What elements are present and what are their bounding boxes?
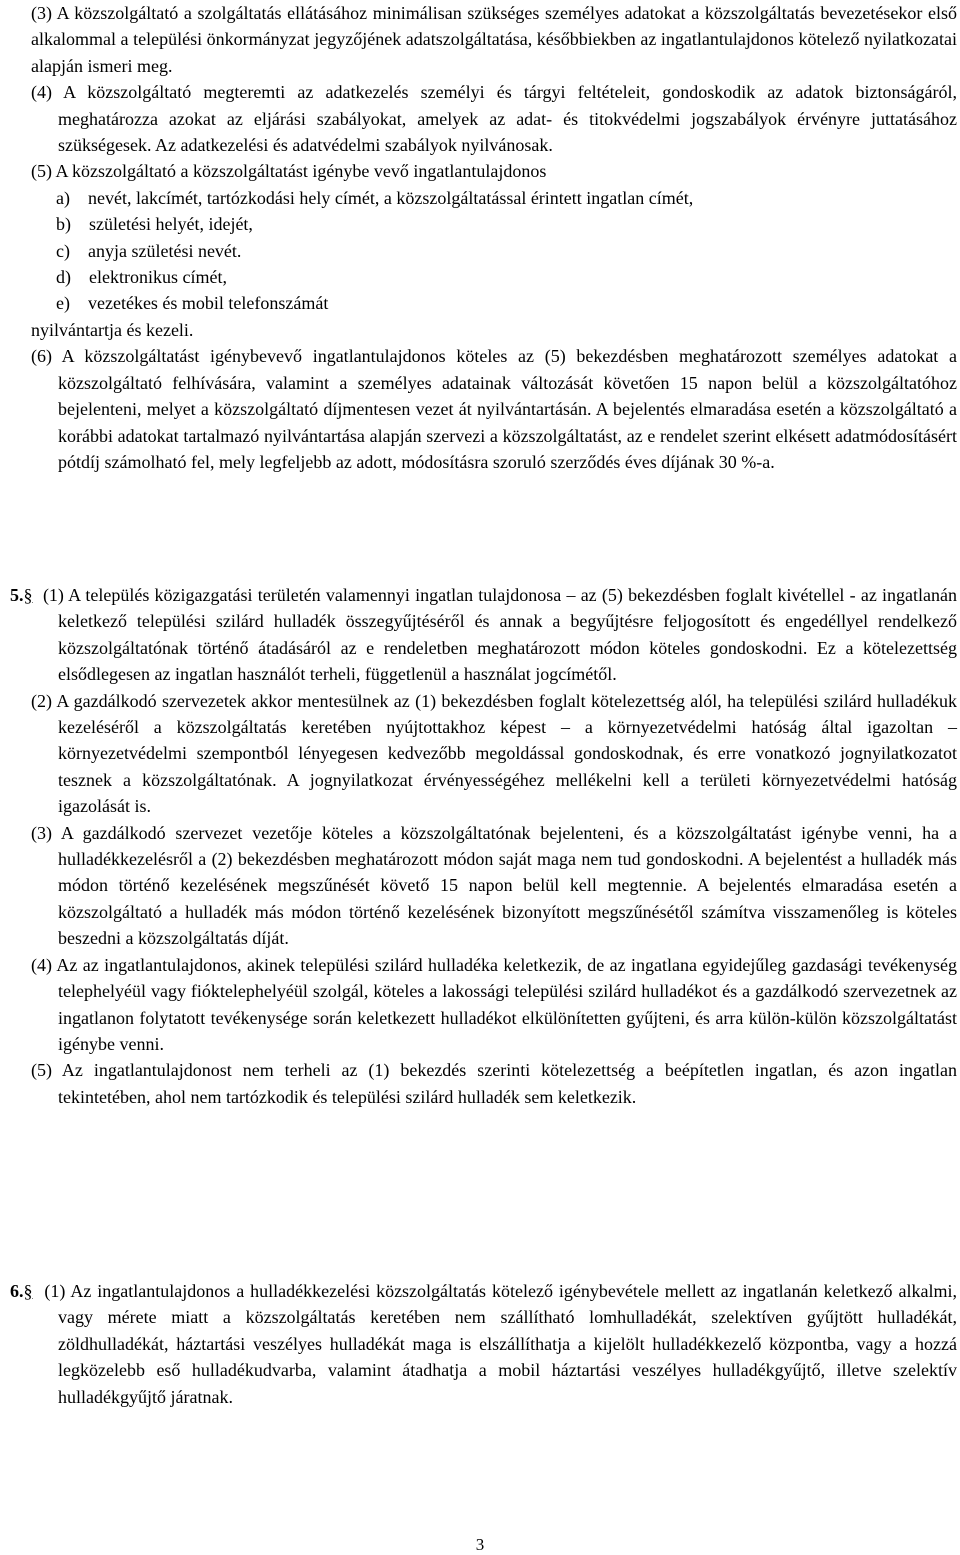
- section-5: [10, 582, 957, 1110]
- section-6-sign: §: [23, 1281, 33, 1301]
- section-5-p1-text: (1) A település közigazgatási területén valamennyi ingatlan tulajdonosa – az (5) bekezdésben foglalt kivétellel - az ingatlanán keletkező települési szilárd hulladék összegyűjtéséről és annak a begyűjtésre feljogosított és engedéllyel rendelkező közszolgáltatónak történő átadásáról az e rendeletben meghatározott módon köteles gondoskodni. Ez a kötelezettség elsődlegesen az ingatlan használót terheli, függetlenül a használat jogcímétől.: [42, 585, 958, 685]
- paragraph-5-list: [31, 185, 957, 317]
- section-5-number: 5.: [10, 585, 24, 605]
- section-5-sign: §: [23, 585, 33, 605]
- section-5-paragraph-4: (4) Az az ingatlantulajdonos, akinek települési szilárd hulladéka keletkezik, de az ingatlana egyidejűleg gazdasági tevékenység telephelyéül vagy fióktelephelyéül szolgál, köteles a lakossági települési szilárd hulladékot és a gazdálkodó szervezetnek az ingatlanon folytatott tevékenysége során keletkezett hulladékot elkülönítetten gyűjteni, és arra külön-külön közszolgáltatást igénybe venni.: [31, 954, 957, 1054]
- page-number: 3: [475, 1535, 485, 1554]
- paragraph-5: (5) A közszolgáltató a közszolgáltatást igénybe vevő ingatlantulajdonos: [31, 161, 547, 182]
- paragraph-3: (3) A közszolgáltató a szolgáltatás ellátásához minimálisan szükséges személyes adatokat a közszolgáltatás bevezetésekor első alkalommal a települési önkormányzat jegyzőjének adatszolgáltatása, későbbiekben az ingatlantulajdonos kötelező nyilatkozatai alapján ismeri meg.: [31, 3, 957, 76]
- section-6-p1-text: (1) Az ingatlantulajdonos a hulladékkezelési közszolgáltatás kötelező igénybevétele mellett az ingatlanán keletkező alkalmi, vagy mérete miatt a közszolgáltatás keretében nem szállítható lomhulladékát, szelektíven gyűjtött hulladékát, zöldhulladékát, háztartási veszélyes hulladékát maga is elszállíthatja a kijelölt hulladékkezelő központba, vagy a hozzá legközelebb eső hulladékudvarba, valamint átadhatja a mobil háztartási veszélyes hulladékgyűjtő, illetve szelektív hulladékgyűjtő járatnak.: [44, 1281, 957, 1407]
- section-6-number: 6.: [10, 1281, 24, 1301]
- paragraph-6: (6) A közszolgáltatást igénybevevő ingatlantulajdonos köteles az (5) bekezdésben meghatározott személyes adatokat a közszolgáltató felhívására, valamint a személyes adatainak változását követően 15 napon belül a közszolgáltatóhoz bejelenteni, melyet a közszolgáltató díjmentesen vezet át nyilvántartásán. A bejelentés elmaradása esetén a közszolgáltató a korábbi adatokat tartalmazó nyilvántartása alapján szervezi a közszolgáltatást, az e rendelet szerint elkésett adatmódosításért pótdíj számolható fel, mely legfeljebb az adott, módosításra szoruló szerződés éves díjának 30 %-a.: [31, 346, 957, 472]
- paragraph-4: (4) A közszolgáltató megteremti az adatkezelés személyi és tárgyi feltételeit, gondoskodik az adatok biztonságáról, meghatározza azokat az eljárási szabályokat, amelyek az adat- és titokvédelmi jogszabályok érvényre juttatásához szükségesek. Az adatkezelési és adatvédelmi szabályok nyilvánosak.: [31, 82, 957, 156]
- section-5-paragraph-2: (2) A gazdálkodó szervezetek akkor mentesülnek az (1) bekezdésben foglalt kötelezettség alól, ha települési szilárd hulladékuk kezeléséről a közszolgáltatás keretében nyújtottakhoz képest – a környezetvédelmi hatóság által igazoltan – környezetvédelmi szempontból lényegesen kedvezőbb megoldással gondoskodnak, és erre vonatkozó jognyilatkozatot tesznek a közszolgáltatónak. A jognyilatkozat érvényességéhez mellékelni kell a területi környezetvédelmi hatóság igazolását is.: [31, 690, 957, 817]
- section-5-paragraph-5: (5) Az ingatlantulajdonost nem terheli az (1) bekezdés szerinti kötelezettség a beépítetlen ingatlan, és azon ingatlan tekintetében, ahol nem tartózkodik és települési szilárd hulladék sem keletkezik.: [31, 1060, 957, 1107]
- section-4-continuation: [31, 0, 957, 475]
- paragraph-5-tail: nyilvántartja és kezeli.: [31, 319, 194, 340]
- list-item-e: e) vezetékes és mobil telefonszámát: [56, 293, 329, 314]
- list-item-a: a) nevét, lakcímét, tartózkodási hely címét, a közszolgáltatással érintett ingatlan címét,: [56, 187, 694, 208]
- list-item-c: c) anyja születési nevét.: [56, 240, 242, 261]
- section-5-paragraph-3: (3) A gazdálkodó szervezet vezetője köteles a közszolgáltatónak bejelenteni, és a közszolgáltatást igénybe venni, ha a hulladékkezelésről a (2) bekezdésben meghatározott módon saját maga nem tud gondoskodni. A bejelentést a hulladék más módon történő kezelésének megszűnését követő 15 napon belül kell megtennie. A bejelentés elmaradása esetén a közszolgáltató a hulladék más módon történő kezelésének bizonyított megszűnésétől számítva visszamenőleg is köteles beszedni a közszolgáltatás díját.: [31, 822, 957, 949]
- list-item-b: b) születési helyét, idejét,: [56, 214, 253, 235]
- list-item-d: d) elektronikus címét,: [56, 267, 227, 288]
- section-5-paragraph-1: [10, 582, 957, 688]
- section-6: [10, 1278, 957, 1410]
- section-6-paragraph-1: [10, 1278, 957, 1410]
